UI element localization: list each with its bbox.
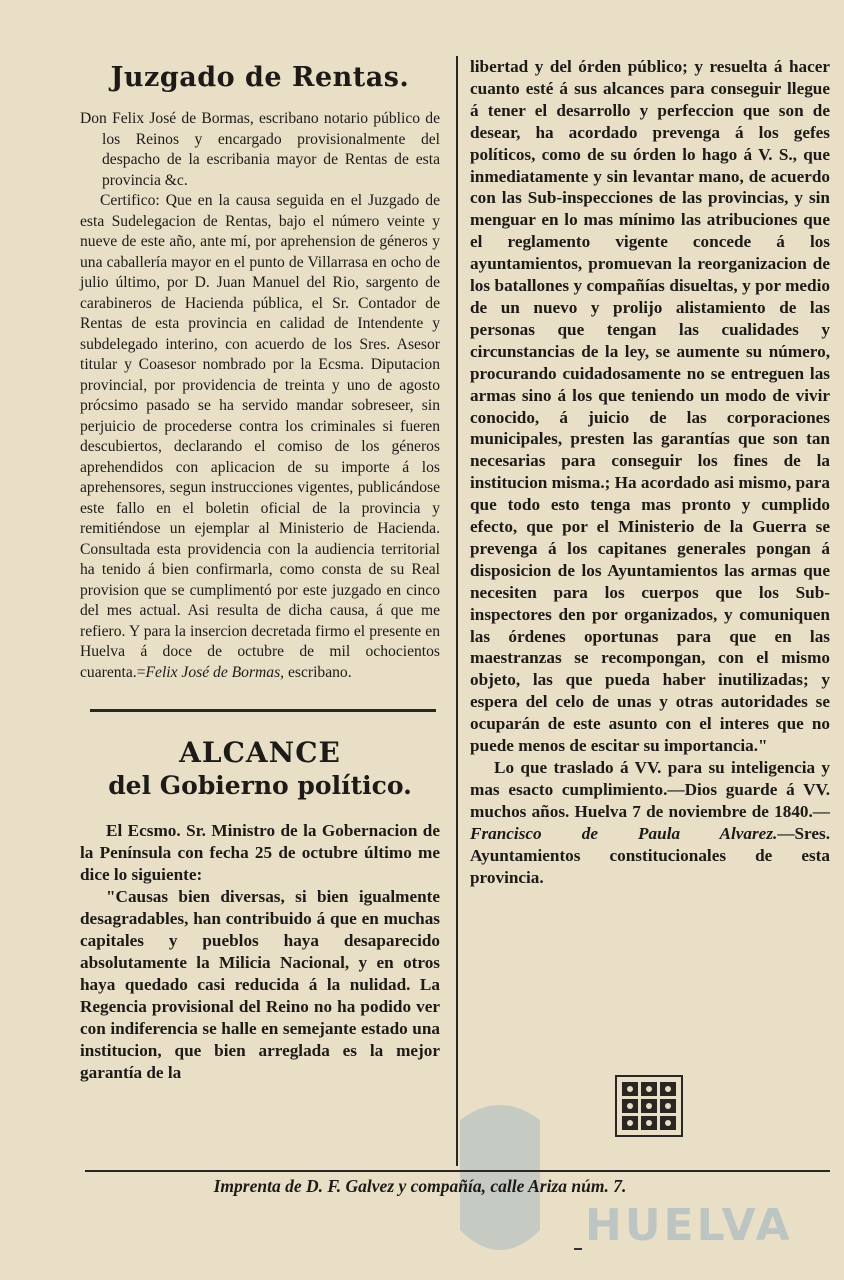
footer-rule xyxy=(85,1170,830,1172)
signature-name: Felix José de Bormas, xyxy=(145,663,285,681)
body-intro: El Ecsmo. Sr. Ministro de la Gobernacion de la Península con fecha 25 de octubre último me dice lo siguiente: xyxy=(80,821,440,884)
certifico-text: Certifico: Que en la causa seguida en el Juzgado de esta Sudelegacion de Rentas, bajo el número veinte y nueve de este año, ante mí, por aprehension de géneros y una caballería mayor en el punto de Villarrasa en ocho de julio último, por D. Juan Manuel del Rio, sargento de carabineros de Hacienda pública, el Sr. Contador de Rentas de esta provincia en calidad de Intendente y subdelegado interino, con acuerdo de los Sres. Asesor titular y Coasesor nombrado por la Ecsma. Diputacion provincial, por providencia de treinta y uno de agosto prócsimo pasado se ha servido mandar sobreseer, sin perjuicio de procederse contra los criminales si fueren descubiertos, declarando el comiso de los géneros aprehendidos con aplicacion de su importe á los aprehensores, segun instrucciones vigentes, publicándose este fallo en el boletin oficial de la provincia y remitiéndose un ejemplar al Ministerio de Hacienda. Consultada esta providencia con la audiencia territorial ha tenido á bien confirmarla, como consta de su Real provision que se cumplimentó por este juzgado en cinco del mes actual. Asi resulta de dicha causa, á que me refiero. Y para la insercion decretada firmo el presente en Huelva á doce de octubre de mil ochocientos cuarenta.= xyxy=(80,192,440,681)
right-paragraph-1: libertad y del órden público; y resuelta á hacer cuanto esté á sus alcances para conseguir llegue á tener el desarrollo y perfeccion que son de desear, ha acordado prevenga á los gefes políticos, como de su órden lo hago á V. S., que inmediatamente y sin levantar mano, de acuerdo con las Sub-inspecciones de las provincias, y sin menguar en lo mas mínimo las atribuciones que el reglamento vigente concede á los ayuntamientos, promuevan la reorganizacion de los batallones y compañías disueltas, y por medio de un nuevo y prolijo alistamiento de las personas que tengan las cualidades y circunstancias de la ley, se aumente su número, procurando cuidadosamente no se entreguen las armas sino á los que teniendo un modo de vivir conocido, á juicio de las corporaciones municipales, presten las garantías que son tan necesarias para conseguir los fines de la institucion misma.; Ha acordado asi mismo, para que todo esto tenga mas pronto y cumplido efecto, que por el Ministerio de la Guerra se prevenga á los capitanes generales pongan á disposicion de los Ayuntamientos las armas que necesiten para los cuerpos que los Sub-inspectores den por organizados, y comuniquen las órdenes oportunas para que en las maestranzas se recompongan, con el mismo objeto, las que pueda haber inutilizadas; y espera del celo de unas y otras autoridades se ocuparán de este asunto con el interes que no puede menos de escitar su importancia." xyxy=(470,57,830,756)
imprint-line: Imprenta de D. F. Galvez y compañía, calle Ariza núm. 7. xyxy=(213,1176,627,1196)
right-column xyxy=(470,56,830,888)
closing-text: Lo que traslado á VV. para su inteligencia y mas esacto cumplimiento.—Dios guarde á VV. muchos años. Huelva 7 de noviembre de 1840.— xyxy=(470,758,830,821)
alcance-subtitle: del Gobierno político. xyxy=(108,771,412,800)
certifico-paragraph xyxy=(80,191,440,683)
watermark-text: HUELVA xyxy=(585,1200,793,1251)
section-title-juzgado: Juzgado de Rentas. xyxy=(110,62,410,93)
closing-signature: Francisco de Paula Alvarez. xyxy=(470,823,778,843)
left-column xyxy=(80,58,440,1084)
body-quote: "Causas bien diversas, si bien igualmente desagradables, han contribuido á que en muchas capitales y pueblos haya desaparecido absolutamente la Milicia Nacional, y en otros haya quedado casi reducida á la nulidad. La Regencia provisional del Reino no ha podido ver con indiferencia se halle en semejante estado una institucion, que bien arreglada es la mejor garantía de la xyxy=(80,887,440,1082)
right-paragraph-2 xyxy=(470,757,830,888)
lead-paragraph: Don Felix José de Bormas, escribano notario público de los Reinos y encargado provisionalmente del despacho de la escribania mayor de Rentas de esta provincia &c. xyxy=(80,110,440,189)
closing-address: —Sres. Ayuntamientos constitucionales de esta provincia. xyxy=(470,823,830,887)
page-dash xyxy=(574,1248,582,1250)
section-divider xyxy=(90,709,436,712)
alcance-title: ALCANCE xyxy=(179,736,341,769)
column-divider xyxy=(456,56,458,1166)
signature-role: escribano. xyxy=(284,663,352,681)
